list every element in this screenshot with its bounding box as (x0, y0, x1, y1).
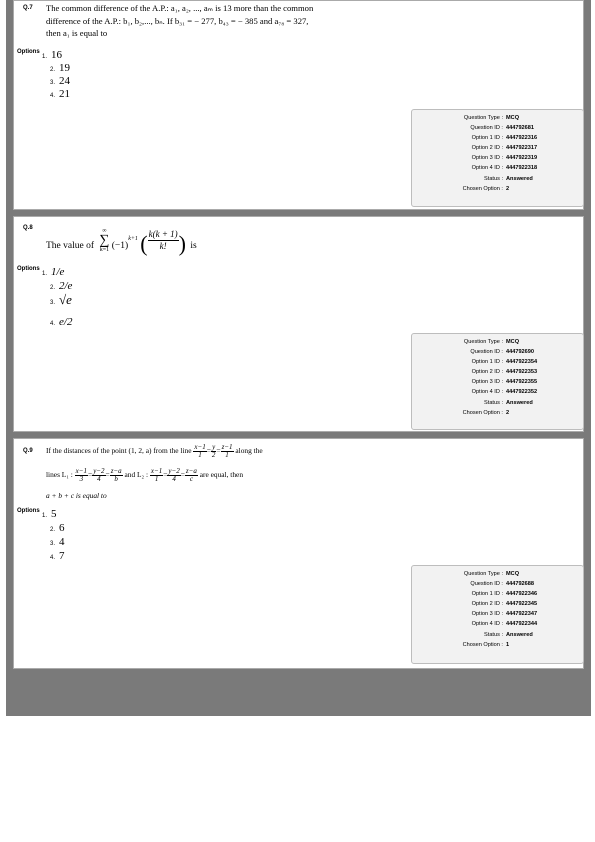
options-label: Options (17, 49, 40, 55)
fraction-denominator: k! (159, 241, 167, 251)
info-row: Option 3 ID : 4447922355 (471, 379, 538, 386)
info-row: Option 1 ID : 4447922346 (471, 591, 538, 598)
option-value: 19 (59, 62, 70, 74)
option-value: 1/e (51, 266, 65, 278)
question-line: The common difference of the A.P.: a₁, a₂, ..., aₘ is 13 more than the common (46, 3, 314, 13)
option-value: 24 (59, 75, 70, 87)
fraction: $\frac{z-1}{1}$ (221, 443, 233, 459)
question-suffix: is (190, 240, 197, 251)
sigma-lower: k=1 (99, 247, 110, 253)
bracket-right: ) (178, 230, 186, 256)
info-row: Status : Answered (484, 175, 533, 182)
question-line: then a₁ is equal to (46, 28, 108, 39)
sigma-block (99, 228, 109, 253)
info-row: Option 2 ID : 4447922317 (471, 145, 538, 152)
option-value: √e (59, 292, 72, 307)
option-3[interactable]: 3. √e (50, 292, 72, 307)
option-value: 6 (59, 522, 65, 534)
question-text (46, 2, 313, 40)
option-value: 21 (59, 88, 70, 100)
option-1[interactable]: 1. 5 (42, 508, 57, 520)
option-2[interactable]: 2. 6 (50, 522, 65, 534)
question-line-3: a + b + c is equal to (46, 491, 107, 500)
info-row: Question Type : MCQ (463, 115, 520, 121)
question-info-box (411, 109, 584, 207)
info-row: Option 2 ID : 4447922345 (471, 601, 538, 608)
option-2[interactable]: 2. 19 (50, 62, 70, 74)
fraction: $\frac{y}{2}$ (211, 443, 216, 459)
option-value: 7 (59, 550, 65, 562)
info-row: Question ID : 444792688 (470, 581, 534, 588)
question-line: difference of the A.P.: b₁, b₂,..., bₙ. If b₃₁ = − 277, b₄₃ = − 385 and a₇₈ = 327, (46, 15, 309, 26)
info-row: Option 4 ID : 4447922352 (471, 389, 538, 396)
question-line-1: If the distances of the point (1, 2, a) from the line $\frac{x-1}{1}$ = $\frac{y}{2}$ = $\frac{z-1}{1}$ along the (46, 443, 263, 459)
info-row: Chosen Option : 1 (462, 641, 510, 648)
question-info-box (411, 333, 584, 430)
fraction-numerator: k(k + 1) (148, 229, 178, 239)
option-4[interactable]: 4. 21 (50, 88, 70, 100)
info-row: Question ID : 444792681 (470, 125, 534, 132)
question-panel-q9 (13, 438, 584, 669)
option-4[interactable]: 4. 7 (50, 550, 65, 562)
question-info-box (411, 565, 584, 664)
options-label: Options (17, 508, 40, 514)
fraction: $\frac{y-2}{4}$ (168, 467, 180, 483)
info-row: Option 4 ID : 4447922344 (471, 621, 538, 628)
info-row: Question Type : MCQ (463, 339, 520, 345)
info-row: Option 1 ID : 4447922316 (471, 135, 538, 142)
info-row: Question ID : 444792690 (470, 349, 534, 356)
option-4[interactable]: 4. e/2 (50, 316, 73, 328)
info-row: Option 4 ID : 4447922318 (471, 165, 538, 172)
question-line-2: lines L₁ : $\frac{x-1}{3}$ = $\frac{y-2}{4}$ = $\frac{z-a}{b}$ and L₂ : $\frac{x-1}{1}$ = $\frac{y-2}{4}$ = $\frac{z-a}{c}$ are equal, then (46, 467, 244, 483)
option-value: e/2 (59, 316, 73, 328)
info-row: Option 3 ID : 4447922347 (471, 611, 538, 618)
question-number: Q.8 (23, 225, 33, 231)
fraction: $\frac{x-1}{1}$ (150, 467, 163, 483)
sigma-symbol: ∑ (99, 233, 110, 248)
option-value: 4 (59, 536, 65, 548)
question-text (46, 223, 197, 256)
info-row: Option 3 ID : 4447922319 (471, 155, 538, 162)
option-1[interactable]: 1. 16 (42, 49, 62, 61)
info-row: Status : Answered (484, 631, 533, 638)
option-value: 5 (51, 508, 57, 520)
question-number: Q.7 (23, 5, 33, 11)
sigma-upper: ∞ (102, 228, 107, 234)
option-value: 16 (51, 49, 62, 61)
bracket-left: ( (140, 230, 148, 256)
info-row: Status : Answered (484, 399, 533, 406)
option-value: 2/e (59, 280, 73, 292)
fraction: $\frac{z-a}{b}$ (110, 467, 122, 483)
info-row: Option 2 ID : 4447922353 (471, 369, 538, 376)
fraction: $\frac{y-2}{4}$ (93, 467, 105, 483)
term-exponent: k+1 (128, 235, 138, 242)
option-3[interactable]: 3. 24 (50, 75, 70, 87)
question-panel-q7 (13, 0, 584, 210)
info-row: Chosen Option : 2 (462, 185, 510, 192)
question-panel-q8 (13, 216, 584, 432)
option-3[interactable]: 3. 4 (50, 536, 65, 548)
question-prefix: The value of (46, 240, 95, 251)
info-row: Question Type : MCQ (463, 571, 520, 577)
info-row: Option 1 ID : 4447922354 (471, 359, 538, 366)
question-number: Q.9 (23, 448, 33, 454)
page-frame (6, 0, 591, 716)
fraction (148, 229, 179, 252)
fraction: $\frac{z-a}{c}$ (185, 467, 197, 483)
fraction: $\frac{x-1}{3}$ (75, 467, 88, 483)
option-1[interactable]: 1. 1/e (42, 266, 65, 278)
options-label: Options (17, 266, 40, 272)
fraction: $\frac{x-1}{1}$ (194, 443, 206, 459)
info-row: Chosen Option : 2 (462, 409, 510, 416)
option-2[interactable]: 2. 2/e (50, 280, 73, 292)
term-base: (−1) (111, 240, 129, 251)
